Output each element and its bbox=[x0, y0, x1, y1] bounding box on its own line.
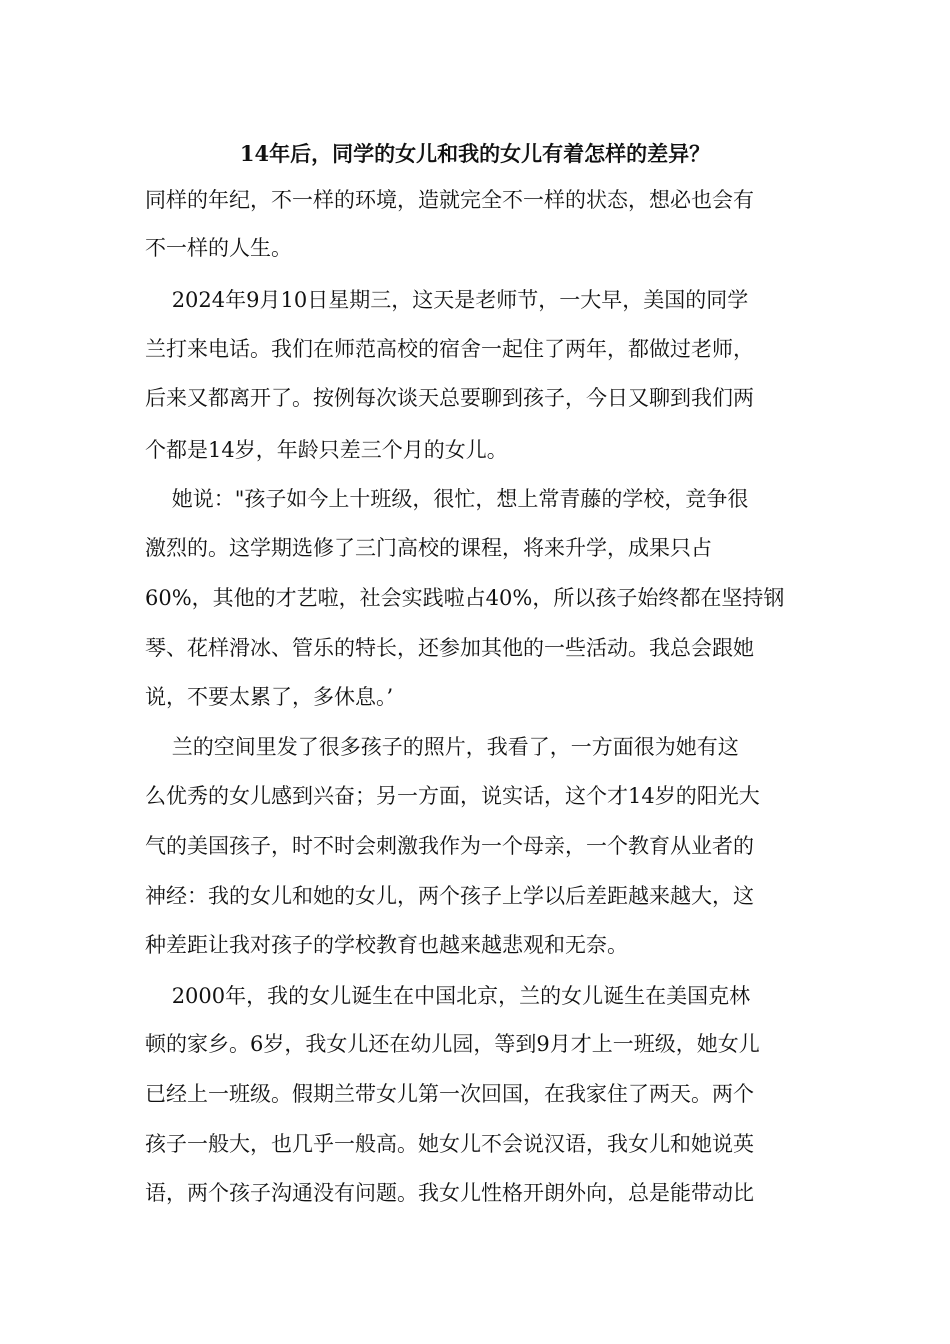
text-line: 么优秀的女儿感到兴奋；另一方面，说实话，这个才14岁的阳光大 bbox=[145, 784, 760, 808]
text-line: 同样的年纪，不一样的环境，造就完全不一样的状态，想必也会有 bbox=[145, 188, 754, 212]
document-title: 14年后，同学的女儿和我的女儿有着怎样的差异？ bbox=[239, 141, 711, 166]
text-line: 2024年9月10日星期三，这天是老师节，一大早，美国的同学 bbox=[145, 288, 749, 312]
text-line: 不一样的人生。 bbox=[145, 236, 292, 260]
text-line: 孩子一般大，也几乎一般高。她女儿不会说汉语，我女儿和她说英 bbox=[145, 1132, 754, 1156]
text-line: 顿的家乡。6岁，我女儿还在幼儿园，等到9月才上一班级，她女儿 bbox=[145, 1032, 760, 1056]
text-line: 说，不要太累了，多休息。’ bbox=[145, 685, 394, 709]
text-line: 气的美国孩子，时不时会刺激我作为一个母亲，一个教育从业者的 bbox=[145, 834, 754, 858]
text-line: 2000年，我的女儿诞生在中国北京，兰的女儿诞生在美国克林 bbox=[145, 984, 751, 1008]
text-line: 激烈的。这学期选修了三门高校的课程，将来升学，成果只占 bbox=[145, 536, 712, 560]
text-line: 60%，其他的才艺啦，社会实践啦占40%，所以孩子始终都在坚持钢 bbox=[145, 586, 785, 610]
text-line: 琴、花样滑冰、管乐的特长，还参加其他的一些活动。我总会跟她 bbox=[145, 636, 754, 660]
text-line: 后来又都离开了。按例每次谈天总要聊到孩子，今日又聊到我们两 bbox=[145, 386, 754, 410]
text-line: 语，两个孩子沟通没有问题。我女儿性格开朗外向，总是能带动比 bbox=[145, 1181, 754, 1205]
text-line: 个都是14岁，年龄只差三个月的女儿。 bbox=[145, 438, 508, 462]
text-line: 兰的空间里发了很多孩子的照片，我看了，一方面很为她有这 bbox=[145, 735, 739, 759]
text-line: 神经：我的女儿和她的女儿，两个孩子上学以后差距越来越大，这 bbox=[145, 884, 754, 908]
text-line: 她说："孩子如今上十班级，很忙，想上常青藤的学校，竞争很 bbox=[145, 487, 749, 511]
text-line: 兰打来电话。我们在师范高校的宿舍一起住了两年，都做过老师， bbox=[145, 337, 754, 361]
text-line: 种差距让我对孩子的学校教育也越来越悲观和无奈。 bbox=[145, 933, 628, 957]
text-line: 已经上一班级。假期兰带女儿第一次回国，在我家住了两天。两个 bbox=[145, 1082, 754, 1106]
